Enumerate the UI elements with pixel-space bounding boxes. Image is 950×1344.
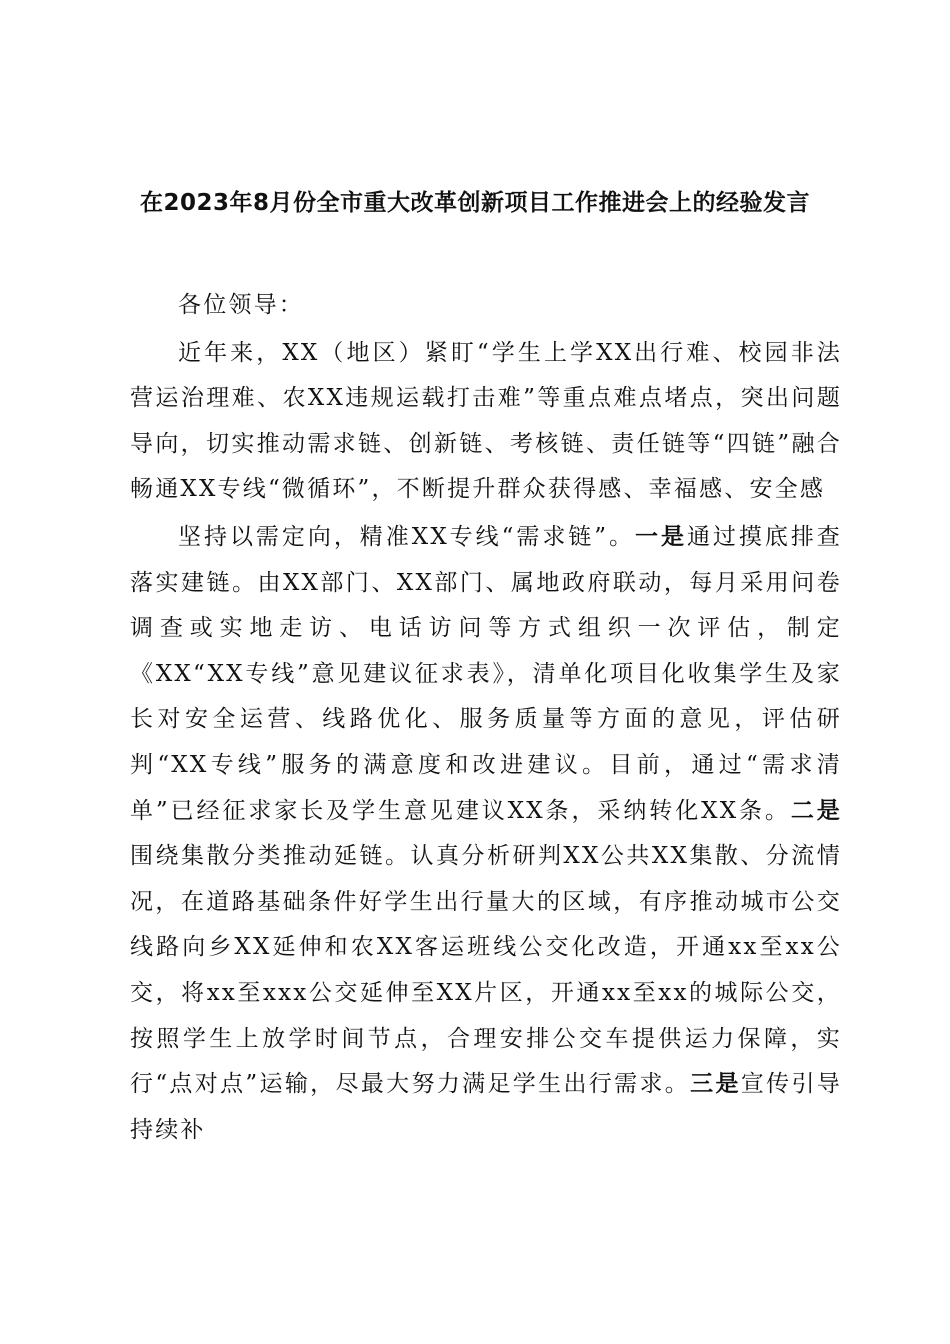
keyword-second: 二是 xyxy=(790,797,843,824)
keyword-first: 一是 xyxy=(634,523,687,550)
document-body xyxy=(130,283,842,1153)
paragraph-part-third: 宣传引导持续补 xyxy=(130,1071,842,1143)
paragraph-lead: 坚持以需定向，精准XX专线“需求链”。 xyxy=(178,523,635,550)
salutation: 各位领导： xyxy=(178,292,304,318)
paragraph-part-second: 围绕集散分类推动延链。认真分析研判XX公共XX集散、分流情况，在道路基础条件好学生出行量大的区域，有序推动城市公交线路向乡XX延伸和农XX客运班线公交化改造，开通xx至xx公交，将xx至xxx公交延伸至XX片区，开通xx至xx的城际公交，按照学生上放学时间节点，合理安排公交车提供运力保障，实行“点对点”运输，尽最大努力满足学生出行需求。 xyxy=(130,843,842,1098)
paragraph-intro: 近年来，XX（地区）紧盯“学生上学XX出行难、校园非法营运治理难、农XX违规运载打击难”等重点难点堵点，突出问题导向，切实推动需求链、创新链、考核链、责任链等“四链”融合畅通XX专线“微循环”，不断提升群众获得感、幸福感、安全感 xyxy=(130,339,842,503)
page-title: 在2023年8月份全市重大改革创新项目工作推进会上的经验发言 xyxy=(139,190,811,216)
paragraph-part-first: 通过摸底排查落实建链。由XX部门、XX部门、属地政府联动，每月采用问卷调查或实地走访、电话访问等方式组织一次评估，制定《XX“XX专线”意见建议征求表》，清单化项目化收集学生及家长对安全运营、线路优化、服务质量等方面的意见，评估研判“XX专线”服务的满意度和改进建议。目前，通过“需求清单”已经征求家长及学生意见建议XX条，采纳转化XX条。 xyxy=(130,523,843,824)
keyword-third: 三是 xyxy=(690,1071,741,1098)
paragraph-demand-chain xyxy=(130,515,842,1153)
